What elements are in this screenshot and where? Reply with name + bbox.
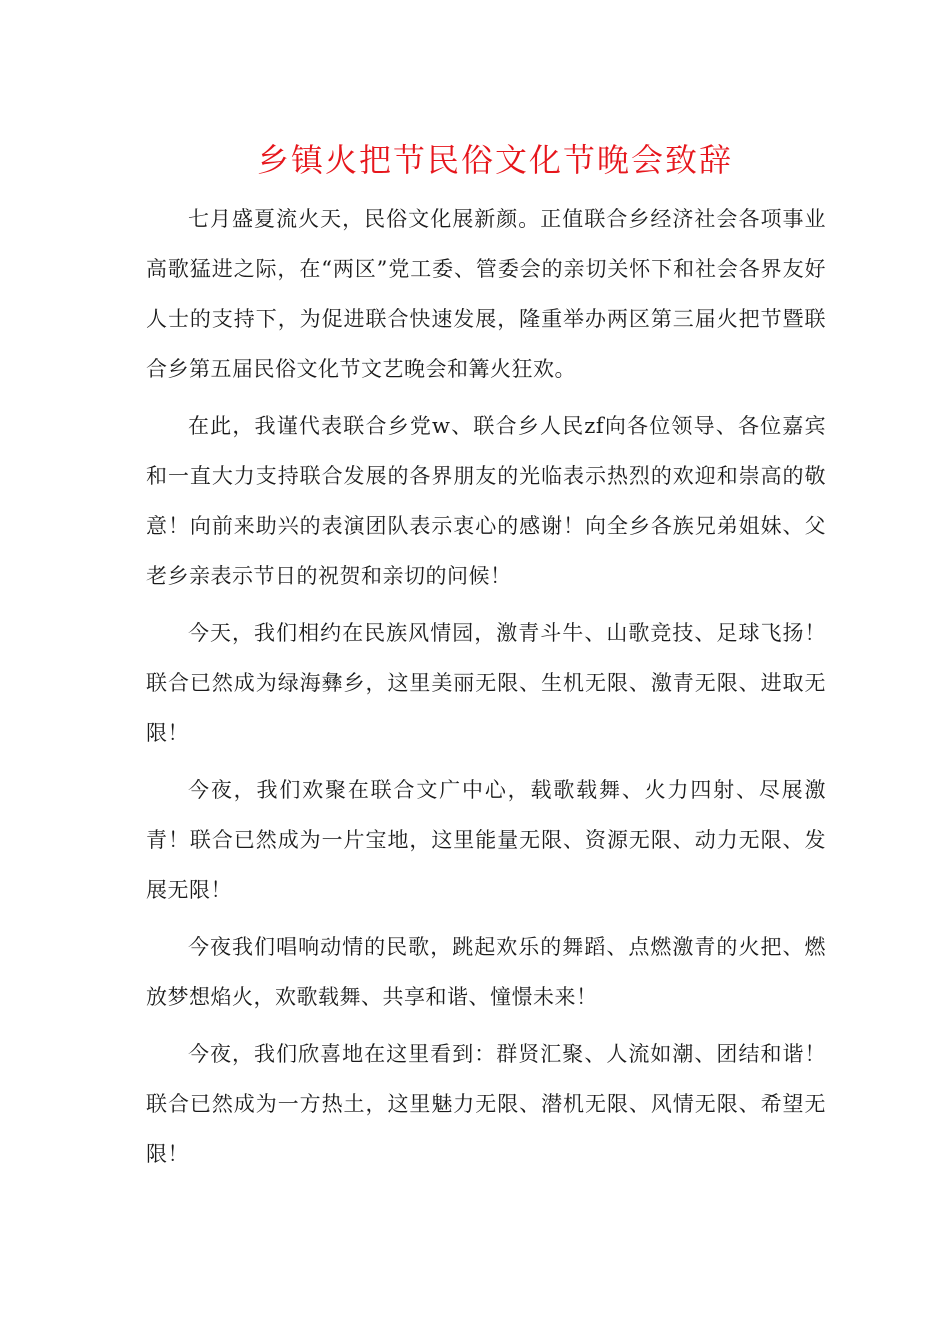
paragraph-6: 今夜，我们欣喜地在这里看到：群贤汇聚、人流如潮、团结和谐！联合已然成为一方热土，这里魅力无限、潜机无限、风情无限、希望无限！ bbox=[146, 1042, 826, 1166]
document-title: 乡镇火把节民俗文化节晚会致辞 bbox=[256, 141, 733, 179]
paragraph-2: 在此，我谨代表联合乡党w、联合乡人民zf向各位领导、各位嘉宾和一直大力支持联合发展的各界朋友的光临表示热烈的欢迎和崇高的敬意！向前来助兴的表演团队表示衷心的感谢！向全乡各族兄弟姐妹、父老乡亲表示节日的祝贺和亲切的问候！ bbox=[146, 414, 826, 588]
document-body bbox=[146, 194, 826, 1186]
paragraph-5: 今夜我们唱响动情的民歌，跳起欢乐的舞蹈、点燃激青的火把、燃放梦想焰火，欢歌载舞、共享和谐、憧憬未来！ bbox=[146, 935, 826, 1009]
paragraph-3: 今天，我们相约在民族风情园，激青斗牛、山歌竞技、足球飞扬！联合已然成为绿海彝乡，这里美丽无限、生机无限、激青无限、进取无限！ bbox=[146, 621, 826, 745]
paragraph-4: 今夜，我们欢聚在联合文广中心，载歌载舞、火力四射、尽展激青！联合已然成为一片宝地，这里能量无限、资源无限、动力无限、发展无限！ bbox=[146, 778, 826, 902]
paragraph-1: 七月盛夏流火天，民俗文化展新颜。正值联合乡经济社会各项事业高歌猛进之际，在“两区”党工委、管委会的亲切关怀下和社会各界友好人士的支持下，为促进联合快速发展，隆重举办两区第三届火把节暨联合乡第五届民俗文化节文艺晚会和篝火狂欢。 bbox=[146, 207, 826, 381]
